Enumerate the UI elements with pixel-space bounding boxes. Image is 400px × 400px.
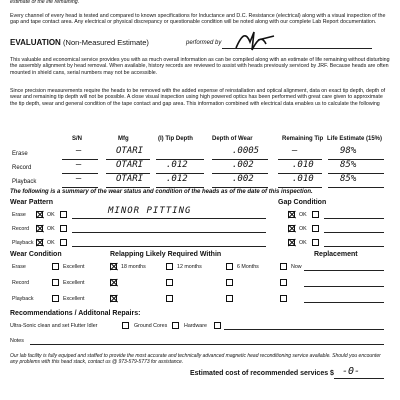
wc-label-record: Record: [12, 280, 30, 286]
wp-playback-other-checkbox[interactable]: [60, 239, 67, 246]
notes-line: [30, 344, 384, 345]
wp-label-playback: Playback: [12, 240, 34, 246]
footer-text: Our lab facility is fully equiped and staffed to provide the most accurate and technically advanced magnetic head reconditioning service available. Should you encounter any problems with this head stack, contact us @ 973-579-5773 for assistance.: [10, 353, 381, 365]
row-label-playback: Playback: [12, 179, 37, 185]
signature-image: [232, 28, 278, 54]
playback-mfg: OTARI: [116, 174, 144, 184]
record-life: 85%: [340, 160, 357, 170]
wc-label-erase: Erase: [12, 264, 26, 270]
record-remaining: .010: [292, 160, 314, 170]
wc-erase-excellent-checkbox[interactable]: [52, 263, 59, 270]
wc-record-excellent-label: Excellent: [63, 280, 85, 286]
record-sn: —: [76, 160, 82, 170]
erase-sn: —: [76, 146, 82, 156]
col-header-remaining-tip: Remaining Tip: [282, 136, 324, 142]
wc-playback-18-months-checkbox[interactable]: [110, 295, 117, 302]
wc-record-12-months-checkbox[interactable]: [166, 279, 173, 286]
wp-playback-ok-checkbox[interactable]: [36, 239, 43, 246]
gap-playback-other-checkbox[interactable]: [312, 239, 319, 246]
playback-remaining: .010: [292, 174, 314, 184]
wp-erase-ok-label: OK: [47, 212, 55, 218]
wc-erase-18-months-label: 18 months: [121, 264, 146, 270]
wp-record-ok-checkbox[interactable]: [36, 225, 43, 232]
wc-label-playback: Playback: [12, 296, 34, 302]
evaluation-title: EVALUATION (Non-Measured Estimate): [10, 38, 149, 47]
wc-erase-12-months-checkbox[interactable]: [166, 263, 173, 270]
playback-tip: .012: [166, 174, 188, 184]
replacement-title: Replacement: [314, 251, 358, 258]
col-header-mfg: Mfg: [118, 136, 129, 142]
hardware-label: Hardware: [184, 323, 207, 329]
col-header-depth-of-wear: Depth of Wear: [212, 136, 253, 142]
wc-erase-18-months-checkbox[interactable]: [110, 263, 117, 270]
col-header-life-estimate: Life Estimate (15%): [327, 136, 383, 142]
record-tip: .012: [166, 160, 188, 170]
intro-paragraph: Every channel of every head is tested and compared to known specifications for Inductance and D.C. Resistance (electrical) along with a visual inspection of the gap and tape contact area. Any electrical or physical discrepancy or questionable condition will be noted along with our complete Lab Report documentation.: [10, 13, 386, 26]
erase-remaining: —: [292, 146, 298, 156]
ultrasonic-checkbox[interactable]: [122, 322, 129, 329]
gap-record-ok-checkbox[interactable]: [288, 225, 295, 232]
wc-playback-6-months-checkbox[interactable]: [226, 295, 233, 302]
gap-record-other-checkbox[interactable]: [312, 225, 319, 232]
wc-record-now-checkbox[interactable]: [280, 279, 287, 286]
wp-erase-ok-checkbox[interactable]: [36, 211, 43, 218]
wp-note: MINOR PITTING: [108, 206, 192, 216]
erase-mfg: OTARI: [116, 146, 144, 156]
recommendations-title: Recommendations / Additonal Repairs:: [10, 310, 141, 317]
row-label-record: Record: [12, 165, 32, 171]
gap-erase-ok-label: OK: [299, 212, 307, 218]
wc-playback-excellent-label: Excellent: [63, 296, 85, 302]
wc-record-18-months-checkbox[interactable]: [110, 279, 117, 286]
summary-text: The following is a summary of the wear status and condition of the heads as of the date of this inspection.: [10, 189, 313, 195]
estimated-cost-line: [334, 378, 384, 379]
ground-cores-checkbox[interactable]: [172, 322, 179, 329]
playback-wear: .002: [232, 174, 254, 184]
erase-life: 98%: [340, 146, 357, 156]
wp-playback-ok-label: OK: [47, 240, 55, 246]
record-wear: .002: [232, 160, 254, 170]
wp-label-record: Record: [12, 226, 30, 232]
hardware-checkbox[interactable]: [214, 322, 221, 329]
record-mfg: OTARI: [116, 160, 144, 170]
estimated-cost-label: Estimated cost of recommended services $: [190, 370, 334, 377]
playback-life: 85%: [340, 174, 357, 184]
wear-condition-title: Wear Condition: [10, 251, 62, 258]
row-label-erase: Erase: [12, 151, 28, 157]
wc-erase-now-label: Now: [291, 264, 302, 270]
ground-cores-label: Ground Cores: [134, 323, 168, 329]
gap-playback-ok-label: OK: [299, 240, 307, 246]
top-text: estimate of the life remaining.: [10, 0, 80, 5]
playback-sn: —: [76, 174, 82, 184]
wp-label-erase: Erase: [12, 212, 26, 218]
wc-erase-6-months-label: 6 Months: [237, 264, 259, 270]
gap-erase-other-checkbox[interactable]: [312, 211, 319, 218]
wc-erase-6-months-checkbox[interactable]: [226, 263, 233, 270]
wp-record-other-checkbox[interactable]: [60, 225, 67, 232]
wc-record-6-months-checkbox[interactable]: [226, 279, 233, 286]
performed-by-label: performed by: [186, 40, 222, 46]
wc-playback-12-months-checkbox[interactable]: [166, 295, 173, 302]
estimated-cost-value: -0-: [342, 366, 361, 377]
wear-pattern-title: Wear Pattern: [10, 199, 54, 206]
wc-erase-12-months-label: 12 months: [177, 264, 202, 270]
wp-record-ok-label: OK: [47, 226, 55, 232]
gap-record-ok-label: OK: [299, 226, 307, 232]
wc-playback-excellent-checkbox[interactable]: [52, 295, 59, 302]
notes-label: Notes: [10, 338, 24, 344]
wp-erase-other-checkbox[interactable]: [60, 211, 67, 218]
wc-playback-now-checkbox[interactable]: [280, 295, 287, 302]
col-header-tip-depth: (I) Tip Depth: [158, 136, 193, 142]
service-paragraph: This valuable and economical service provides you with as much overall information as can be compiled along with an estimate of life remaining without disturbing the assembly alignment by head removal. When available, history records are reviewed to assist with heads previously serviced by JRF. Because heads are often mounted in shield cans, serial numbers may not be accessible.: [10, 57, 390, 76]
recommendation-ultrasonic-label: Ultra-Sonic clean and set Flutter Idler: [10, 323, 98, 329]
gap-playback-ok-checkbox[interactable]: [288, 239, 295, 246]
wc-erase-excellent-label: Excellent: [63, 264, 85, 270]
wc-erase-now-checkbox[interactable]: [280, 263, 287, 270]
precision-paragraph: Since precision measurements require the heads to be removed with the added expense of reinstallation and optical alignment, data on exact tip depth, depth of wear and remaining tip depth will not be possible. A close visual inspection using high powered optics has been performed with great care given to approximate the tip depth, wear and general condition of the tape contact and gap area. This information combined with electrical data enables us to calculate the following: [10, 88, 386, 107]
gap-condition-title: Gap Condition: [278, 199, 327, 206]
gap-erase-ok-checkbox[interactable]: [288, 211, 295, 218]
wc-record-excellent-checkbox[interactable]: [52, 279, 59, 286]
erase-wear: .0005: [232, 146, 260, 156]
col-header-sn: S/N: [72, 136, 83, 142]
relapping-title: Relapping Likely Required Within: [110, 251, 222, 258]
